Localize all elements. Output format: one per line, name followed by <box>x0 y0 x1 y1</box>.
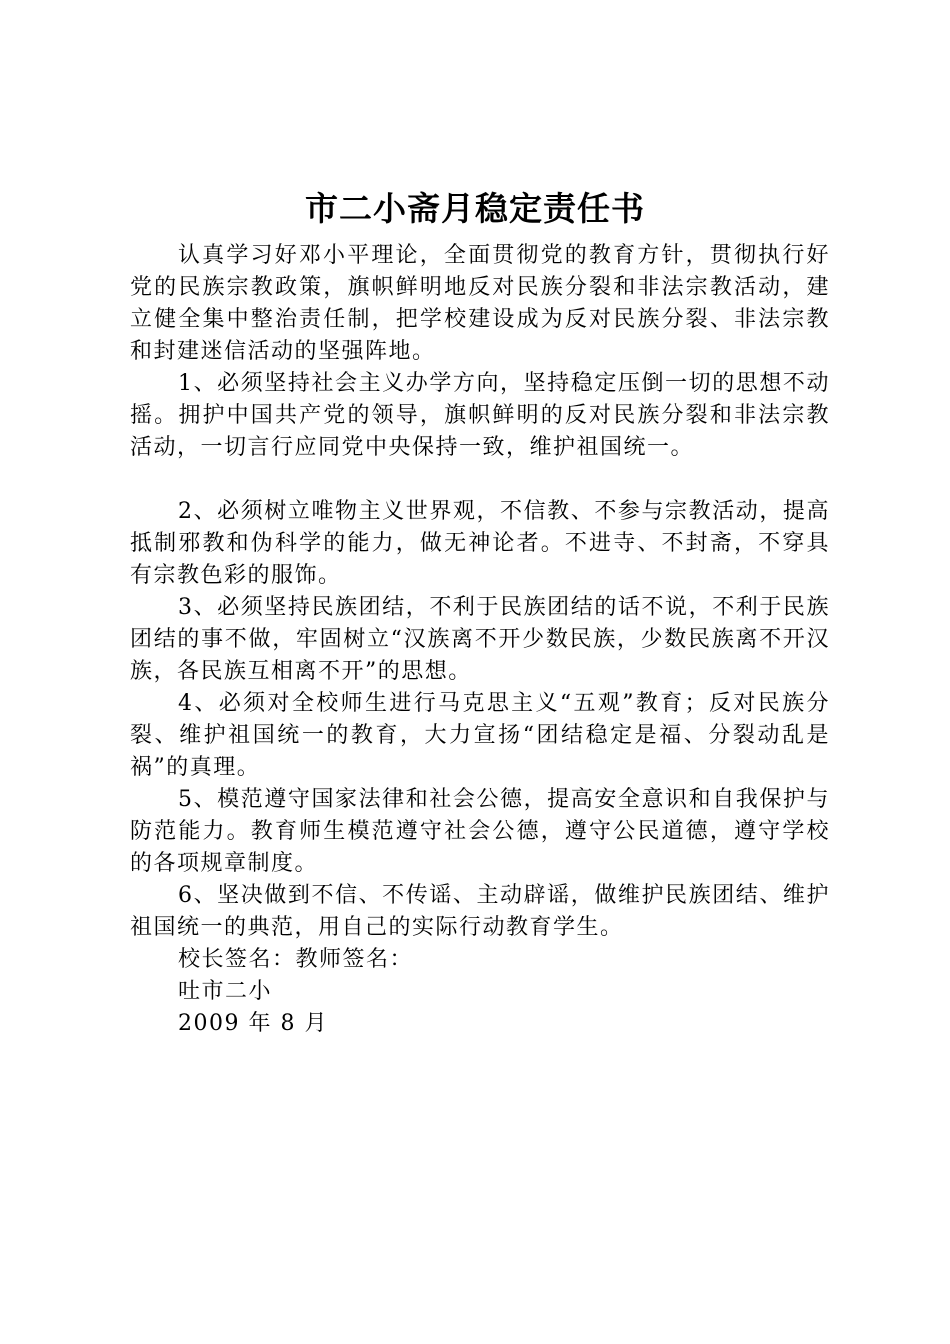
item-paragraph-1: 1、必须坚持社会主义办学方向，坚持稳定压倒一切的思想不动摇。拥护中国共产党的领导，旗帜鲜明的反对民族分裂和非法宗教活动，一切言行应同党中央保持一致，维护祖国统一。 <box>130 371 830 460</box>
item-paragraph-2: 2、必须树立唯物主义世界观，不信教、不参与宗教活动，提高抵制邪教和伪科学的能力，做无神论者。不进寺、不封斋，不穿具有宗教色彩的服饰。 <box>130 499 830 588</box>
item-paragraph-5: 5、模范遵守国家法律和社会公德，提高安全意识和自我保护与防范能力。教育师生模范遵守社会公德，遵守公民道德，遵守学校的各项规章制度。 <box>130 787 830 876</box>
document-title: 市二小斋月稳定责任书 <box>305 189 645 228</box>
item-paragraph-4: 4、必须对全校师生进行马克思主义“五观”教育；反对民族分裂、维护祖国统一的教育，大力宣扬“团结稳定是福、分裂动乱是祸”的真理。 <box>130 691 830 780</box>
signature-line: 校长签名：教师签名： <box>178 947 414 972</box>
document-date: 2009 年 8 月 <box>178 1011 328 1036</box>
document-body <box>130 240 830 1040</box>
intro-paragraph: 认真学习好邓小平理论，全面贯彻党的教育方针，贯彻执行好党的民族宗教政策，旗帜鲜明地反对民族分裂和非法宗教活动，建立健全集中整治责任制，把学校建设成为反对民族分裂、非法宗教和封建迷信活动的坚强阵地。 <box>130 243 830 364</box>
organization-name: 吐市二小 <box>178 979 273 1004</box>
item-paragraph-6: 6、坚决做到不信、不传谣、主动辟谣，做维护民族团结、维护祖国统一的典范，用自己的实际行动教育学生。 <box>130 883 830 940</box>
item-paragraph-3: 3、必须坚持民族团结，不利于民族团结的话不说，不利于民族团结的事不做，牢固树立“汉族离不开少数民族，少数民族离不开汉族，各民族互相离不开”的思想。 <box>130 595 830 684</box>
